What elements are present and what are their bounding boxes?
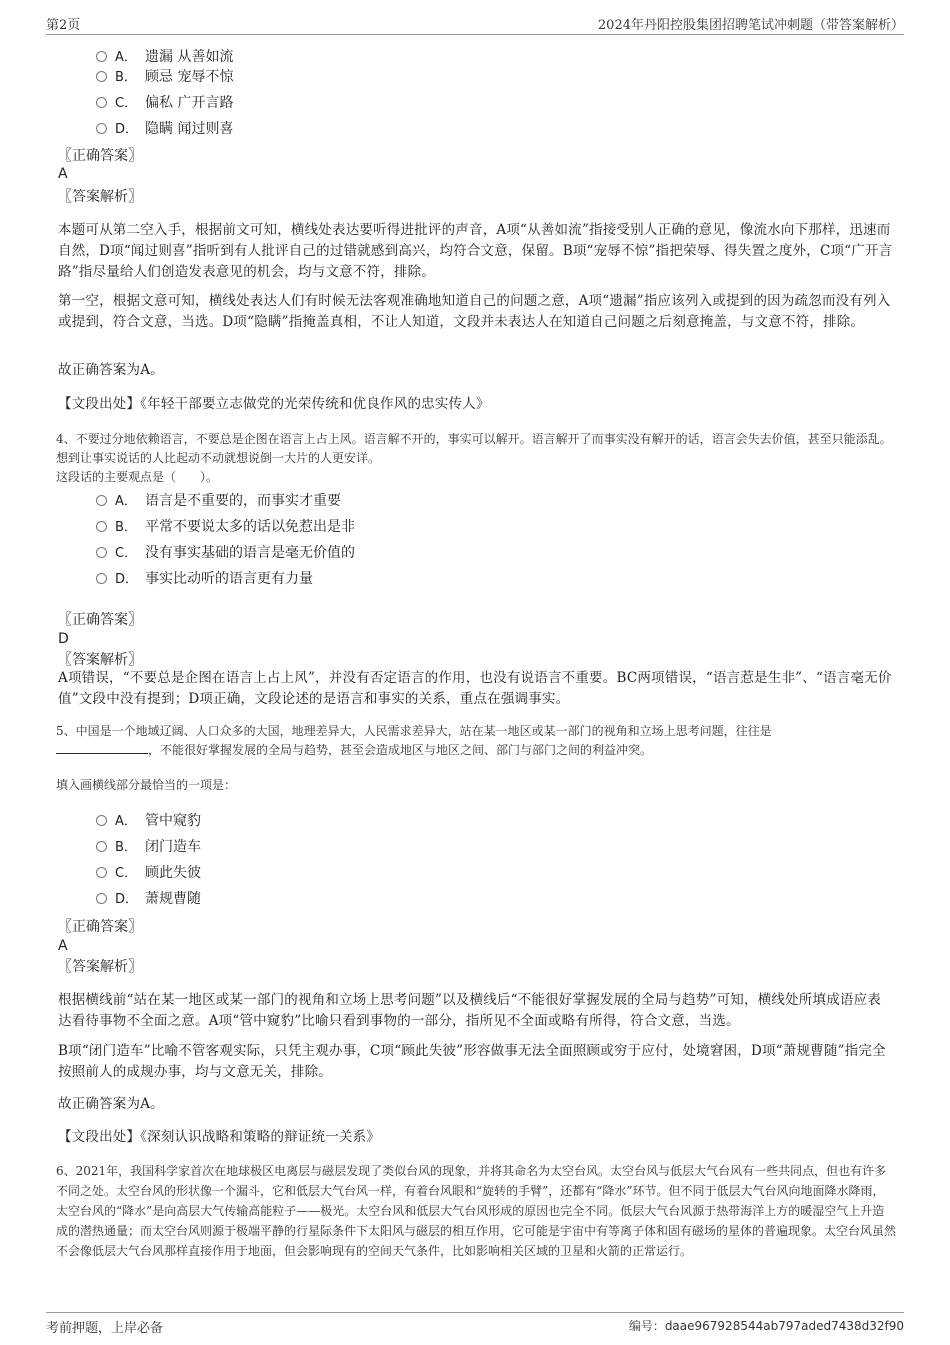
analysis-paragraph: 第一空，根据文意可知，横线处表达人们有时候无法客观准确地知道自己的问题之意，A项“遗漏”指应该列入或提到的因为疏忽而没有列入或提到，符合文意，当选。D项“隐瞒”指掩盖真相，不让人知道，文段并未表达人在知道自己问题之后刻意掩盖，与文意不符，排除。	[58, 293, 891, 330]
radio-icon[interactable]	[96, 51, 107, 62]
fill-blank	[56, 741, 148, 754]
source-citation: 【文段出处】《年轻干部要立志做党的光荣传统和优良作风的忠实传人》	[58, 396, 490, 412]
footer-slogan: 考前押题，上岸必备	[46, 1321, 164, 1336]
question-stem: 4、不要过分地依赖语言，不要总是企图在语言上占上风。语言解不开的，事实可以解开。语言解开了而事实没有解开的话，语言会失去价值，甚至只能添乱。想到让事实说话的人比起动不动就想说倒一大片的人更安详。	[56, 432, 892, 465]
analysis-label: 〖答案解析〗	[58, 652, 142, 668]
radio-icon[interactable]	[96, 815, 107, 826]
q4-option-b[interactable]: B． 平常不要说太多的话以免惹出是非	[96, 517, 355, 537]
answer-value: A	[58, 166, 68, 182]
analysis-paragraph: 本题可从第二空入手，根据前文可知，横线处表达要听得进批评的声音，A项“从善如流”指接受别人正确的意见，像流水向下那样，迅速而自然，D项“闻过则喜”指听到有人批评自己的过错就感到高兴，均符合文意，保留。B项“宠辱不惊”指把荣辱、得失置之度外，C项“广开言路”指尽量给人们创造发表意见的机会，均与文意不符，排除。	[58, 222, 893, 280]
radio-icon[interactable]	[96, 123, 107, 134]
analysis-paragraph: 根据横线前“站在某一地区或某一部门的视角和立场上思考问题”以及横线后“不能很好掌握发展的全局与趋势”可知，横线处所填成语应表达看待事物不全面之意。A项“管中窥豹”比喻只看到事物的一部分，指所见不全面或略有所得，符合文意，当选。	[58, 992, 882, 1029]
radio-icon[interactable]	[96, 573, 107, 584]
q4-option-a[interactable]: A． 语言是不重要的，而事实才重要	[96, 491, 341, 511]
q3-option-d[interactable]: D． 隐瞒 闻过则喜	[96, 119, 233, 139]
analysis-paragraph: B项“闭门造车”比喻不管客观实际，只凭主观办事，C项“顾此失彼”形容做事无法全面照顾或穷于应付，处境窘困，D项“萧规曹随”指完全按照前人的成规办事，均与文意无关，排除。	[58, 1043, 886, 1080]
q5-option-a[interactable]: A． 管中窥豹	[96, 811, 201, 831]
analysis-conclusion: 故正确答案为A。	[58, 1096, 164, 1112]
radio-icon[interactable]	[96, 71, 107, 82]
q5-option-c[interactable]: C． 顾此失彼	[96, 863, 201, 883]
page-header	[46, 14, 904, 35]
page-footer	[46, 1312, 904, 1335]
answer-label: 〖正确答案〗	[58, 148, 142, 164]
q3-option-b[interactable]: B． 顾忌 宠辱不惊	[96, 67, 233, 87]
analysis-label: 〖答案解析〗	[58, 189, 142, 205]
document-title: 2024年丹阳控股集团招聘笔试冲刺题（带答案解析）	[597, 18, 904, 33]
q5-option-b[interactable]: B． 闭门造车	[96, 837, 201, 857]
q3-option-a[interactable]: A． 遗漏 从善如流	[96, 47, 233, 67]
analysis-paragraph: A项错误，“不要总是企图在语言上占上风”，并没有否定语言的作用，也没有说语言不重要。BC两项错误，“语言惹是生非”、“语言毫无价值”文段中没有提到；D项正确，文段论述的是语言和事实的关系，重点在强调事实。	[58, 670, 892, 707]
question-stem: 5、中国是一个地域辽阔、人口众多的大国，地理差异大，人民需求差异大，站在某一地区或某一部门的视角和立场上思考问题，往往是 ，不能很好掌握发展的全局与趋势，甚至会造成地区与地区之间、部门与部门之间的利益冲突。	[56, 724, 772, 757]
radio-icon[interactable]	[96, 521, 107, 532]
radio-icon[interactable]	[96, 547, 107, 558]
answer-value: D	[58, 631, 69, 647]
radio-icon[interactable]	[96, 841, 107, 852]
radio-icon[interactable]	[96, 893, 107, 904]
question-prompt: 填入画横线部分最恰当的一项是：	[56, 778, 237, 792]
answer-label: 〖正确答案〗	[58, 612, 142, 628]
analysis-label: 〖答案解析〗	[58, 959, 142, 975]
page-number: 第2页	[46, 18, 81, 33]
radio-icon[interactable]	[96, 495, 107, 506]
radio-icon[interactable]	[96, 97, 107, 108]
answer-value: A	[58, 938, 68, 954]
radio-icon[interactable]	[96, 867, 107, 878]
q4-option-c[interactable]: C． 没有事实基础的语言是毫无价值的	[96, 543, 355, 563]
q4-option-d[interactable]: D． 事实比动听的语言更有力量	[96, 569, 313, 589]
answer-label: 〖正确答案〗	[58, 919, 142, 935]
q5-option-d[interactable]: D． 萧规曹随	[96, 889, 201, 909]
analysis-conclusion: 故正确答案为A。	[58, 362, 164, 378]
q3-option-c[interactable]: C． 偏私 广开言路	[96, 93, 233, 113]
question-prompt: 这段话的主要观点是（ ）。	[56, 470, 219, 484]
document-id: 编号：daae967928544ab797aded7438d32f90	[628, 1319, 904, 1333]
question-stem: 6、2021年，我国科学家首次在地球极区电离层与磁层发现了类似台风的现象，并将其命名为太空台风。太空台风与低层大气台风有一些共同点，但也有许多不同之处。太空台风的形状像一个漏斗，它和低层大气台风一样，有着台风眼和“旋转的手臂”，还都有“降水”环节。但不同于低层大气台风向地面降水降雨，太空台风的“降水”是向高层大气传输高能粒子——极光。太空台风和低层大气台风形成的原因也完全不同。低层大气台风源于热带海洋上方的暖湿空气上升造成的潜热通量；而太空台风则源于极端平静的行星际条件下太阳风与磁层的相互作用，它可能是宇宙中有等离子体和固有磁场的星体的普遍现象。太空台风虽然不会像低层大气台风那样直接作用于地面，但会影响现有的空间天气条件，比如影响相关区域的卫星和火箭的正常运行。	[56, 1164, 897, 1258]
source-citation: 【文段出处】《深刻认识战略和策略的辩证统一关系》	[58, 1129, 381, 1145]
